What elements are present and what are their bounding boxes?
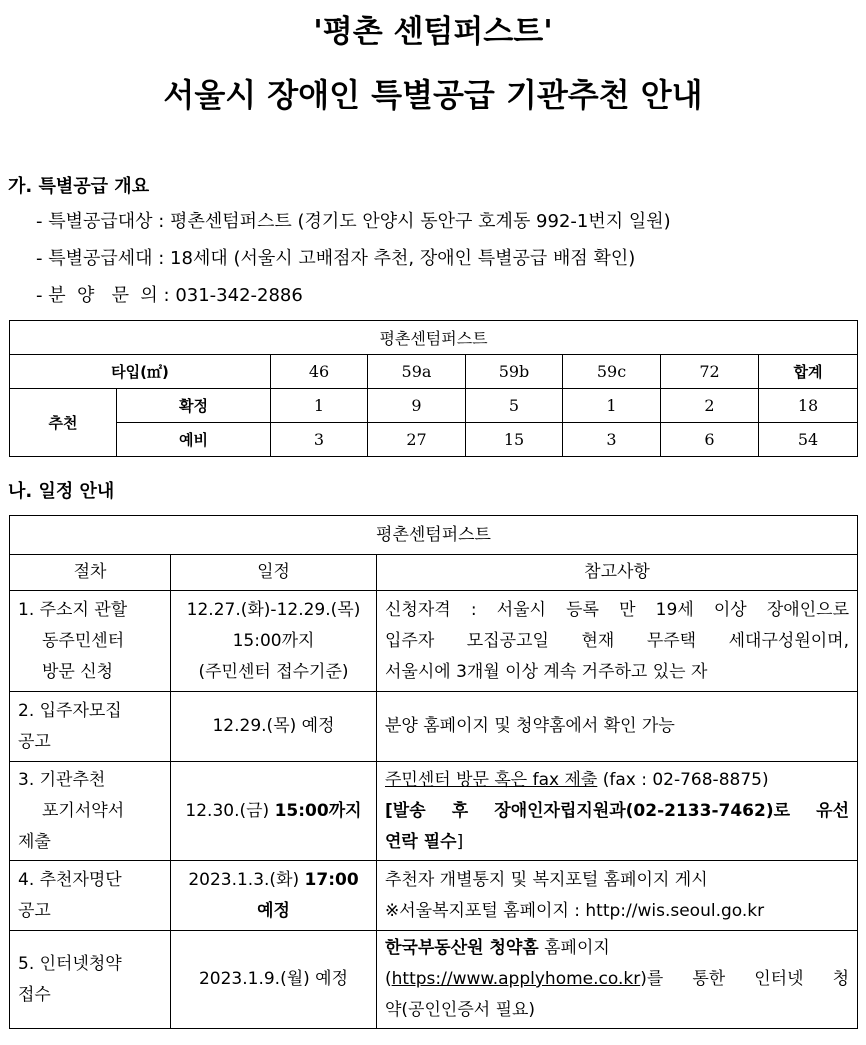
value-cell: 5 [466,389,563,423]
section-b-heading: 나. 일정 안내 [8,481,115,502]
notes-cell [377,591,858,692]
bracket-close: ] [456,831,464,852]
bullet-supply-units: - 특별공급세대 : 18세대 (서울시 고배점자 추천, 장애인 특별공급 배점 확인) [36,248,636,269]
value-cell: 18 [759,389,858,423]
value-cell: 15 [466,423,563,457]
table-caption: 평촌센텀퍼스트 [10,516,858,555]
schedule-cell: 2023.1.9.(월) 예정 [171,931,377,1029]
procedure-line: 제출 [18,831,51,852]
notes-line: ※서울복지포털 홈페이지 : http://wis.seoul.go.kr [385,900,765,921]
schedule-deadline: 15:00까지 [274,800,362,821]
page-subtitle: 서울시 장애인 특별공급 기관추천 안내 [163,76,703,114]
value-cell: 1 [271,389,368,423]
group-label: 추천 [10,389,117,457]
procedure-line: 1. 주소지 관할 [18,599,128,620]
schedule-cell [171,861,377,931]
bullet-inquiry: - 분 양 문 의 : 031-342-2886 [36,285,303,306]
procedure-cell [10,931,171,1029]
procedure-line: 3. 기관추천 [18,769,106,790]
procedure-cell [10,861,171,931]
schedule-cell [171,591,377,692]
procedure-cell [10,692,171,762]
notes-line [377,933,857,964]
schedule-date: 12.30.(금) [185,800,275,821]
value-cell: 2 [661,389,759,423]
procedure-line: 공고 [18,731,51,752]
schedule-line [171,865,376,896]
type-cell: 59a [368,355,466,389]
applyhome-name: 한국부동산원 청약홈 [385,938,539,958]
page-title: '평촌 센텀퍼스트' [313,14,553,50]
paren-open: ( [385,969,392,989]
contact-required: 연락 필수 [385,831,457,852]
table-caption: 평촌센텀퍼스트 [10,321,858,355]
homepage-label: 홈페이지 [538,938,610,958]
fax-number: (fax : 02-768-8875) [597,769,769,790]
col-header-procedure: 절차 [10,555,171,591]
value-cell: 3 [271,423,368,457]
procedure-line: 동주민센터 [42,630,125,651]
schedule-line: 12.27.(화)-12.29.(목) [186,599,361,620]
schedule-table [9,515,858,1029]
type-header: 타입(㎡) [10,355,271,389]
procedure-cell [10,591,171,692]
procedure-line: 5. 인터넷청약 [18,953,122,974]
notes-line: 추천자 개별통지 및 복지포털 홈페이지 게시 [385,869,708,890]
col-header-schedule: 일정 [171,555,377,591]
row-label: 예비 [117,423,271,457]
notes-line: 신청자격 : 서울시 등록 만 19세 이상 장애인으로 [385,599,849,620]
bullet-supply-target: - 특별공급대상 : 평촌센텀퍼스트 (경기도 안양시 동안구 호계동 992-1번지 일원) [36,211,671,232]
notes-line [377,765,857,796]
type-cell: 46 [271,355,368,389]
value-cell: 1 [563,389,661,423]
notes-line: [발송 후 장애인자립지원과(02-2133-7462)로 유선 [385,800,849,821]
notes-line [377,964,857,995]
row-label: 확정 [117,389,271,423]
schedule-cell [171,762,377,861]
type-cell: 59c [563,355,661,389]
value-cell: 27 [368,423,466,457]
schedule-cell: 12.29.(목) 예정 [171,692,377,762]
link-suffix: )를 통한 인터넷 청 [640,969,849,989]
procedure-line: 4. 추천자명단 [18,869,122,890]
type-cell: 72 [661,355,759,389]
notes-line: 서울시에 3개월 이상 계속 거주하고 있는 자 [385,661,708,682]
notes-cell [377,931,858,1029]
col-header-notes: 참고사항 [377,555,858,591]
submit-method: 주민센터 방문 혹은 fax 제출 [385,769,598,790]
value-cell: 3 [563,423,661,457]
applyhome-link[interactable]: https://www.applyhome.co.kr [391,969,641,989]
notes-line [377,827,857,858]
procedure-line: 공고 [18,900,51,921]
schedule-date: 2023.1.3.(화) [188,869,305,890]
procedure-line: 2. 입주자모집 [18,700,122,721]
schedule-line: 예정 [257,900,290,921]
value-cell: 6 [661,423,759,457]
procedure-cell [10,762,171,861]
notes-line: 약(공인인증서 필요) [385,1000,536,1020]
procedure-line: 방문 신청 [42,661,114,682]
schedule-line: 15:00까지 [232,630,315,651]
type-cell: 59b [466,355,563,389]
procedure-line: 포기서약서 [42,800,125,821]
supply-table [9,320,858,457]
notes-line: 입주자 모집공고일 현재 무주택 세대구성원이며, [385,630,849,651]
procedure-line: 접수 [18,984,51,1005]
section-a-heading: 가. 특별공급 개요 [8,176,150,197]
notes-cell [377,762,858,861]
notes-cell: 분양 홈페이지 및 청약홈에서 확인 가능 [377,692,858,762]
type-total-cell: 합계 [759,355,858,389]
notes-cell [377,861,858,931]
schedule-line: (주민센터 접수기준) [198,661,349,682]
value-cell: 9 [368,389,466,423]
value-cell: 54 [759,423,858,457]
schedule-time: 17:00 [304,869,359,890]
